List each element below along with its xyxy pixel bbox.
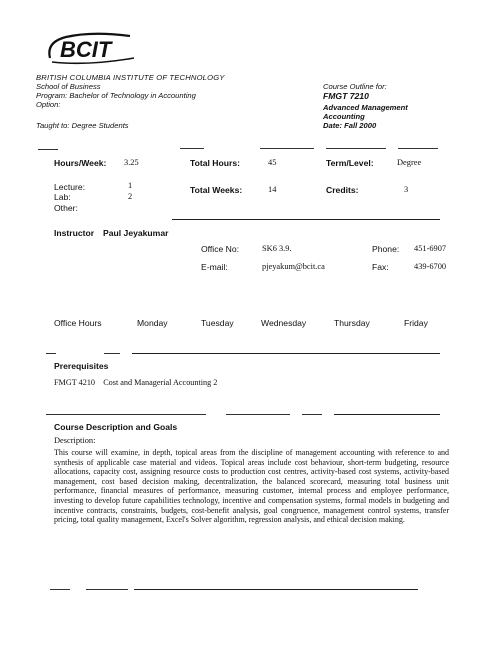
footer-dash-1 — [50, 589, 70, 590]
email-label: E-mail: — [201, 262, 228, 272]
prereq-dash-1 — [46, 414, 206, 415]
office-hours-dash-1 — [46, 353, 56, 354]
instructor-label: Instructor — [54, 228, 95, 238]
fax-value: 439-6700 — [414, 262, 447, 271]
office-hours-tuesday: Tuesday — [201, 318, 234, 328]
footer-rule — [134, 589, 418, 590]
header-separator-4 — [326, 148, 386, 149]
lab-label: Lab: — [54, 192, 71, 202]
lecture-value: 1 — [128, 181, 133, 190]
office-hours-rule — [132, 353, 440, 354]
program-name: Program: Bachelor of Technology in Accounting — [36, 91, 196, 100]
course-description-text: This course will examine, in depth, topical areas from the discipline of management accounting with reference to and synthesis of applicable case material and videos. Topical areas include cost behaviour, short-term budgeting, resource allocations, capacity cost, assigning resource costs to production cost centres, activity-based cost systems, activity-based management, cost based decision making, decentralization, the balanced scorecard, measuring total business unit performance, financial measures of performance, measuring customer, internal process and employee performance, investing to develop future capabilities technology, incentive and compensation systems, formal models in budgeting and incentive contracts, constraints, budgets, cost-benefit analysis, goal congruence, management control systems, transfer pricing, total quality management, Excel's Solver algorithm, regression analysis, and ethical decision making. — [54, 448, 449, 525]
total-hours-label: Total Hours: — [190, 158, 240, 168]
office-hours-label: Office Hours — [54, 318, 102, 328]
office-no-label: Office No: — [201, 244, 240, 254]
lab-value: 2 — [128, 192, 133, 201]
header-separator-3 — [260, 148, 314, 149]
prereq-dash-3 — [302, 414, 322, 415]
total-weeks-label: Total Weeks: — [190, 185, 243, 195]
course-description-heading: Course Description and Goals — [54, 422, 178, 432]
total-hours-value: 45 — [268, 158, 277, 167]
fax-label: Fax: — [372, 262, 389, 272]
credits-value: 3 — [404, 185, 409, 194]
phone-value: 451-6907 — [414, 244, 447, 253]
office-hours-friday: Friday — [404, 318, 428, 328]
office-hours-thursday: Thursday — [334, 318, 370, 328]
course-outline-label: Course Outline for: — [323, 82, 387, 91]
term-level-value: Degree — [397, 158, 422, 167]
credits-label: Credits: — [326, 185, 359, 195]
email-value: pjeyakum@bcit.ca — [262, 262, 325, 271]
prereq-rule — [334, 414, 440, 415]
school-name: School of Business — [36, 82, 101, 91]
office-hours-monday: Monday — [137, 318, 168, 328]
course-title-line2: Accounting — [323, 112, 365, 121]
lecture-label: Lecture: — [54, 182, 86, 192]
phone-label: Phone: — [372, 244, 400, 254]
prerequisites-heading: Prerequisites — [54, 361, 109, 371]
instructor-name: Paul Jeyakumar — [103, 228, 169, 238]
office-hours-dash-2 — [104, 353, 120, 354]
prerequisites-text: FMGT 4210 Cost and Managerial Accounting 2 — [54, 378, 218, 387]
term-level-label: Term/Level: — [326, 158, 374, 168]
office-hours-wednesday: Wednesday — [261, 318, 307, 328]
course-title-line1: Advanced Management — [323, 103, 408, 112]
description-subheading: Description: — [54, 436, 96, 445]
prereq-dash-2 — [226, 414, 290, 415]
office-no-value: SK6 3.9. — [262, 244, 292, 253]
course-code: FMGT 7210 — [323, 91, 369, 101]
header-separator-2 — [180, 148, 204, 149]
header-separator-1 — [38, 149, 58, 150]
option-label: Option: — [36, 100, 61, 109]
other-label: Other: — [54, 203, 78, 213]
taught-to: Taught to: Degree Students — [36, 121, 129, 130]
hours-bottom-rule — [172, 219, 440, 220]
total-weeks-value: 14 — [268, 185, 277, 194]
institution-name: BRITISH COLUMBIA INSTITUTE OF TECHNOLOGY — [36, 73, 225, 82]
bcit-logo — [44, 32, 140, 66]
course-date: Date: Fall 2000 — [323, 121, 377, 130]
bcit-logo-text: BCIT — [60, 37, 112, 62]
footer-dash-2 — [86, 589, 128, 590]
header-separator-5 — [398, 148, 438, 149]
bcit-logo-graphic — [44, 32, 140, 66]
hours-week-label: Hours/Week: — [54, 158, 107, 168]
hours-week-value: 3.25 — [124, 158, 139, 167]
